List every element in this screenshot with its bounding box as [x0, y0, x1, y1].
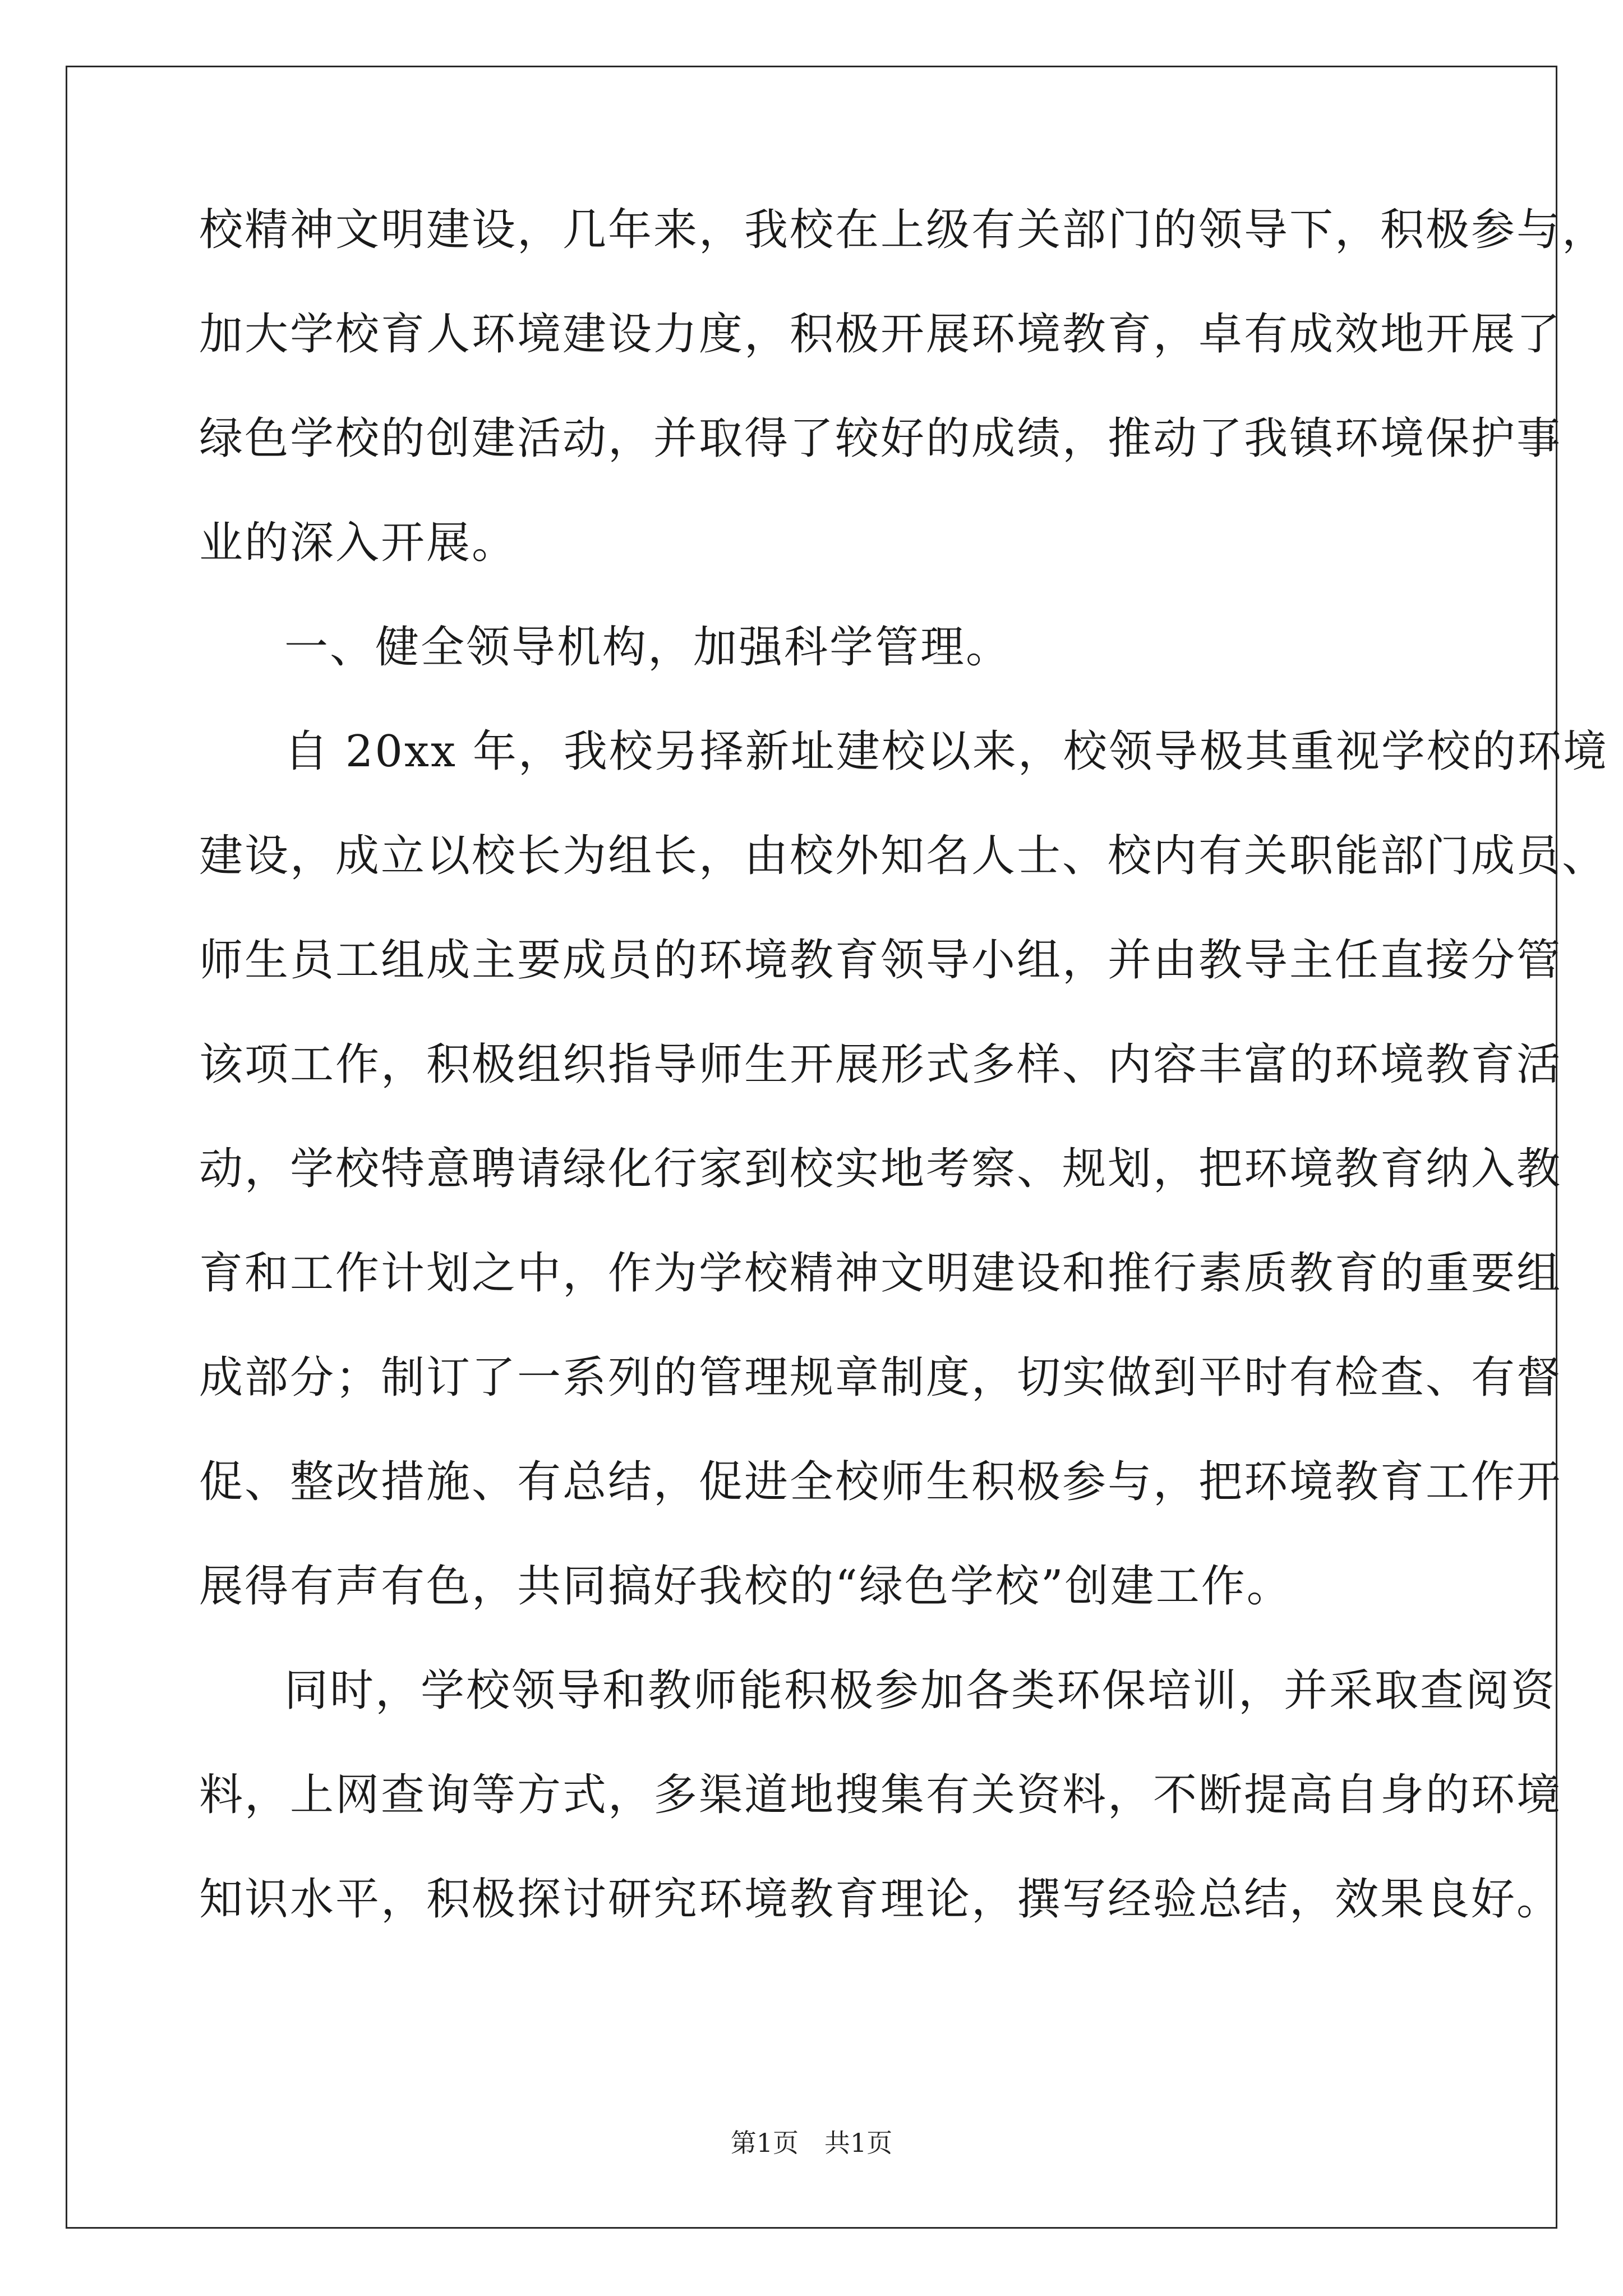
text-line: 展得有声有色，共同搞好我校的“绿色学校”创建工作。 [199, 1561, 1292, 1612]
text-line: 动，学校特意聘请绿化行家到校实地考察、规划，把环境教育纳入教 [199, 1144, 1562, 1194]
text-line: 同时，学校领导和教师能积极参加各类环保培训，并采取查阅资 [284, 1665, 1557, 1716]
text-line: 加大学校育人环境建设力度，积极开展环境教育，卓有成效地开展了 [199, 309, 1562, 360]
text-line: 该项工作，积极组织指导师生开展形式多样、内容丰富的环境教育活 [199, 1039, 1562, 1090]
text-line: 料，上网查询等方式，多渠道地搜集有关资料，不断提高自身的环境 [199, 1770, 1562, 1820]
text-line: 建设，成立以校长为组长，由校外知名人士、校内有关职能部门成员、 [199, 831, 1608, 881]
page-number: 第1页 共1页 [730, 2128, 893, 2158]
text-line: 校精神文明建设，几年来，我校在上级有关部门的领导下，积极参与， [199, 205, 1608, 255]
text-line: 绿色学校的创建活动，并取得了较好的成绩，推动了我镇环境保护事 [199, 413, 1562, 464]
text-line: 成部分；制订了一系列的管理规章制度，切实做到平时有检查、有督 [199, 1352, 1562, 1403]
text-line: 业的深入开展。 [199, 518, 518, 568]
text-line: 知识水平，积极探讨研究环境教育理论，撰写经验总结，效果良好。 [199, 1874, 1562, 1925]
section-heading: 一、健全领导机构，加强科学管理。 [284, 622, 1012, 673]
text-line: 育和工作计划之中，作为学校精神文明建设和推行素质教育的重要组 [199, 1248, 1562, 1299]
text-line: 师生员工组成主要成员的环境教育领导小组，并由教导主任直接分管 [199, 935, 1562, 986]
text-line: 自 20xx 年，我校另择新址建校以来，校领导极其重视学校的环境 [284, 726, 1608, 777]
text-line: 促、整改措施、有总结，促进全校师生积极参与，把环境教育工作开 [199, 1457, 1562, 1507]
